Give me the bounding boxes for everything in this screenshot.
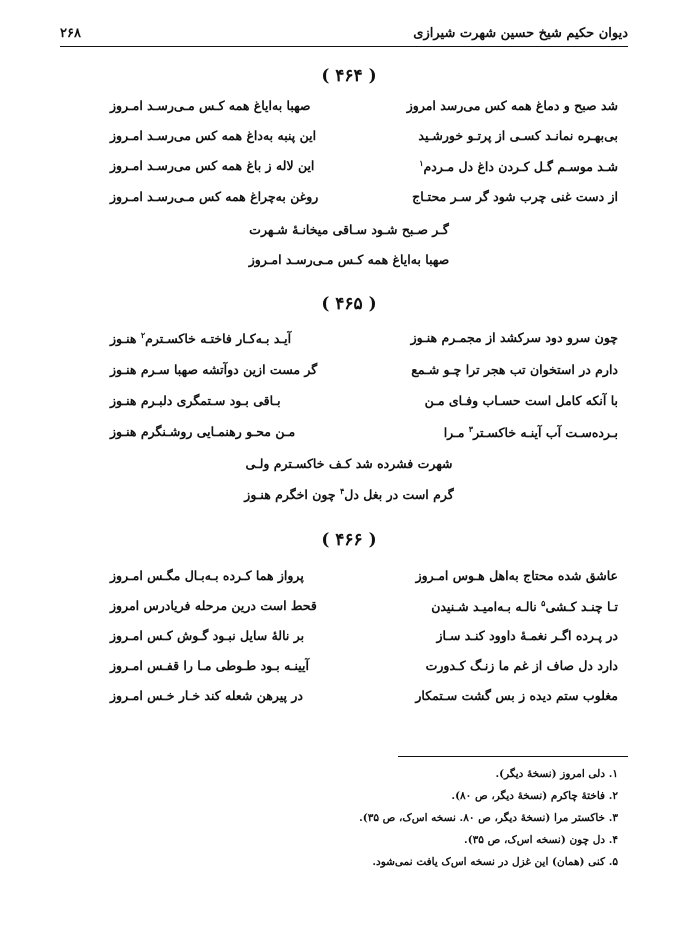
closing-line: شهرت فشرده شد کـف خاکسـترم ولـی (245, 456, 453, 471)
hemistich-text: شـد موسـم گـل کـردن داغ دل مـردم (423, 159, 618, 175)
footnote: ۴. دل چون (نسخه اس‌ک، ص ۳۵). (464, 834, 618, 846)
running-header (60, 26, 628, 48)
closing-text: گرم است در بغل دل (344, 487, 454, 503)
hemistich-text-tail: نالـه بـه‌امیـد شـنیدن (431, 599, 542, 615)
hemistich-left: گر مست ازین دوآتشه صهبا سـرم هنـوز (110, 362, 318, 377)
hemistich-right (378, 424, 618, 440)
footnote-marker: ۱ (419, 158, 424, 168)
hemistich-left: در پیرهن شعله کند خـار خـس امـروز (110, 688, 303, 703)
hemistich-left: این پنبه به‌داغ همه کس می‌رسـد امـروز (110, 128, 317, 143)
closing-line (0, 486, 698, 502)
hemistich-right: دارد دل صاف از غم ما زنـگ کـدورت (425, 658, 618, 673)
hemistich-text: آیـد بـه‌کـار فاختـه خاکسـترم (145, 331, 292, 347)
hemistich-left: صهبا به‌اياغ همه کـس مـی‌رسـد امـروز (110, 98, 311, 113)
closing-line: گـر صـبح شـود سـاقی میخانـهٔ شـهرت (249, 222, 449, 237)
footnote: ۳. خاکستر مرا (نسخهٔ دیگر، ص ۸۰. نسخه اس‌ک، ص ۳۵). (359, 812, 618, 824)
poem-number: ( ۴۶۵ ) (321, 294, 377, 314)
hemistich-right: از دست غنی چرب شود گر سـر محتـاج (412, 189, 618, 204)
poem-number: ( ۴۶۶ ) (321, 530, 377, 550)
hemistich-left: قحط است درین مرحله فریادرس امروز (110, 598, 317, 613)
book-title: دیوان حکیم شیخ حسین شهرت شیرازی (413, 26, 628, 41)
hemistich-right: شد صبح و دماغ همه کس می‌رسد امروز (406, 98, 618, 113)
page-number: ۲۶۸ (60, 26, 81, 41)
hemistich-right: عاشق شده محتاج به‌اهل هـوس امـروز (415, 568, 618, 583)
hemistich-right: بی‌بهـره نمانـد کسـی از پرتـو خورشـید (418, 128, 618, 143)
closing-line: صهبا به‌اياغ همه کـس مـی‌رسـد امـروز (248, 252, 450, 267)
hemistich-left (110, 330, 350, 346)
hemistich-right: با آنکه کامل است حسـاب وفـای مـن (424, 393, 618, 408)
hemistich-left: مـن محـو رهنمـایی روشـنگرم هنـوز (110, 424, 296, 439)
hemistich-left: روغن به‌چراغ همه کس مـی‌رسـد امـروز (110, 189, 319, 204)
hemistich-left: این لاله ز باغ همه کس می‌رسـد امـروز (110, 158, 315, 173)
closing-text-tail: چون اخگرم هنـوز (244, 487, 340, 503)
footnote: ۵. کنی (همان) این غزل در نسخه اس‌ک یافت نمی‌شود. (372, 856, 618, 868)
hemistich-left: بـاقی بـود سـتمگری دلبـرم هنـوز (110, 393, 281, 408)
footnote-marker: ۴ (339, 486, 345, 496)
poem-number: ( ۴۶۴ ) (321, 66, 377, 86)
hemistich-left: بر نالهٔ سایل نبـود گـوش کـس امـروز (110, 628, 305, 643)
footnote: ۲. فاختهٔ چاکرم (نسخهٔ دیگر، ص ۸۰). (451, 790, 618, 802)
footnote-marker: ۲ (140, 330, 146, 340)
footnote: ۱. دلی امروز (نسخهٔ دیگر). (495, 768, 618, 780)
hemistich-text-tail: هنـوز (110, 331, 141, 347)
footnote-marker: ۳ (468, 424, 474, 434)
hemistich-text: بـرده‌سـت آب آینـه خاکسـتر (473, 425, 618, 441)
hemistich-text-tail: مـرا (443, 425, 469, 441)
hemistich-right: مغلوب ستم دیده ز بس گشت سـتمکار (415, 688, 618, 703)
footnote-rule (398, 756, 628, 757)
hemistich-text: تـا چنـد کـشی (545, 599, 618, 615)
header-rule (60, 46, 628, 47)
hemistich-right (378, 158, 618, 174)
hemistich-right (378, 598, 618, 614)
hemistich-right: در پـرده اگـر نغمـهٔ داوود کنـد سـاز (436, 628, 618, 643)
hemistich-right: چون سرو دود سرکشد از مجمـرم هنـوز (410, 330, 618, 345)
hemistich-left: پرواز هما کـرده بـه‌بـال مگـس امـروز (110, 568, 304, 583)
hemistich-left: آیینـه بـود طـوطی مـا را قفـس امـروز (110, 658, 309, 673)
footnote-marker: ۵ (541, 598, 546, 608)
hemistich-right: دارم در استخوان تب هجر ترا چـو شـمع (411, 362, 618, 377)
